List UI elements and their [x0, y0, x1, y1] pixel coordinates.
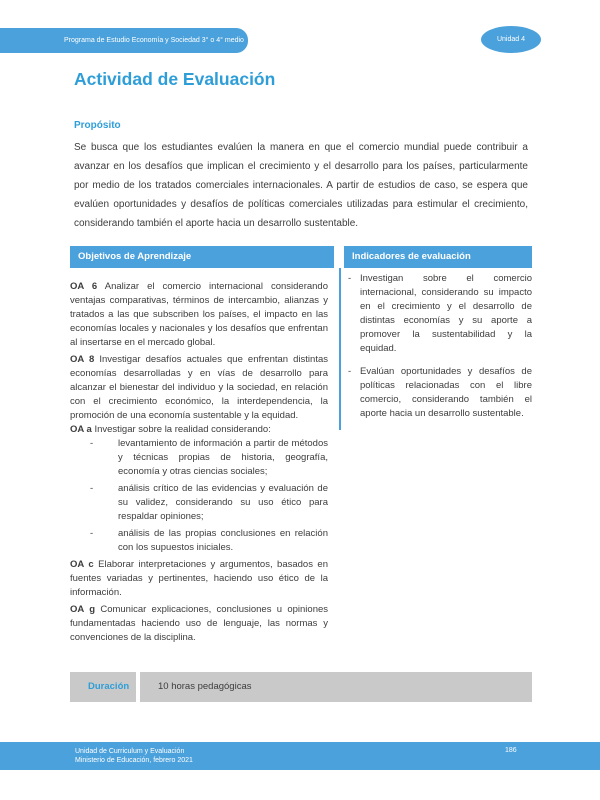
oa-paragraph — [70, 353, 328, 423]
proposito-heading: Propósito — [74, 120, 121, 131]
sublist-item-text: análisis de las propias conclusiones en relación con los supuestos iniciales. — [118, 528, 328, 553]
column-header-objetivos: Objetivos de Aprendizaje — [70, 246, 334, 268]
oa-text: Analizar el comercio internacional considerando ventajas comparativas, términos de intercambio, alianzas y tratados a las que subscriben los países, el impacto en las economías locales y nacionales y los desafíos que enfrentan al insertarse en el mercado global. — [70, 281, 328, 348]
program-badge-label: Programa de Estudio Economía y Sociedad 3° o 4° medio — [64, 37, 244, 44]
indicador-text: Investigan sobre el comercio internacional, considerando su impacto en el crecimiento y el desarrollo de distintas economías y su aporte a promover la sustentabilidad y la equidad. — [360, 273, 532, 354]
hyphen-bullet: - — [90, 483, 94, 494]
hyphen-bullet: - — [90, 438, 94, 449]
oa-code: OA c — [70, 559, 94, 570]
oa-code: OA a — [70, 424, 92, 435]
hyphen-bullet: - — [348, 273, 352, 284]
footer-page-number: 186 — [505, 747, 517, 754]
oa-paragraph — [70, 423, 328, 437]
oa-code: OA 6 — [70, 281, 98, 292]
oa-text: Investigar desafíos actuales que enfrentan distintas economías desarrolladas y en vías de desarrollo para alcanzar el bienestar del individuo y la sociedad, en relación con el crecimiento económico, la interdependencia, la promoción de una economía sustentable y la equidad. — [70, 354, 328, 421]
oa-a-sublist-item — [70, 437, 328, 479]
footer-line2: Ministerio de Educación, febrero 2021 — [75, 757, 193, 764]
hyphen-bullet: - — [348, 366, 352, 377]
oa-text: Comunicar explicaciones, conclusiones u opiniones fundamentadas haciendo uso de lenguaje, las normas y convenciones de la disciplina. — [70, 604, 329, 643]
column-header-indicadores: Indicadores de evaluación — [344, 246, 532, 268]
oa-code: OA g — [70, 604, 96, 615]
column-divider — [339, 268, 341, 430]
unit-badge — [481, 26, 541, 53]
duration-value: 10 horas pedagógicas — [140, 672, 532, 702]
table-body-row — [70, 268, 532, 672]
hyphen-bullet: - — [90, 528, 94, 539]
table-header-row — [70, 246, 532, 268]
proposito-paragraph: Se busca que los estudiantes evalúen la manera en que el comercio mundial puede contribuir a avanzar en los desafíos que implican el crecimiento y el desarrollo para los países, particularmente por medio de los tratados comerciales internacionales. A partir de estudios de caso, se espera que evalúen oportunidades y desafíos de políticas comerciales utilizadas para estimular el crecimiento, considerando también el aporte hacia un desarrollo sustentable. — [74, 142, 528, 229]
oa-paragraph — [70, 603, 328, 645]
oa-text: Elaborar interpretaciones y argumentos, basados en fuentes variadas y pertinentes, haciendo uso ético de la información. — [70, 559, 328, 598]
objetivos-cell — [70, 268, 334, 672]
indicador-text: Evalúan oportunidades y desafíos de políticas relacionadas con el libre comercio, considerando también el aporte hacia un desarrollo sustentable. — [360, 366, 532, 419]
indicadores-cell — [344, 268, 532, 672]
oa-text: Investigar sobre la realidad considerando: — [94, 424, 271, 435]
oa-paragraph — [70, 558, 328, 600]
page-title: Actividad de Evaluación — [74, 69, 276, 89]
oa-a-sublist-item — [70, 482, 328, 524]
indicador-item — [348, 365, 532, 421]
oa-code: OA 8 — [70, 354, 95, 365]
oa-paragraph — [70, 280, 328, 350]
duration-label: Duración — [70, 672, 136, 702]
program-badge — [0, 28, 248, 53]
oa-a-sublist-item — [70, 527, 328, 555]
page-footer — [0, 742, 600, 770]
sublist-item-text: análisis crítico de las evidencias y evaluación de su validez, considerando su uso ético para respaldar opiniones; — [118, 483, 328, 522]
objectives-table — [70, 246, 532, 702]
footer-credits — [75, 747, 193, 765]
indicador-item — [348, 272, 532, 356]
duration-row — [70, 672, 532, 702]
unit-badge-label: Unidad 4 — [496, 36, 526, 43]
sublist-item-text: levantamiento de información a partir de métodos y técnicas propias de historia, geografía, economía y otras ciencias sociales; — [118, 438, 328, 477]
footer-line1: Unidad de Curriculum y Evaluación — [75, 748, 185, 755]
